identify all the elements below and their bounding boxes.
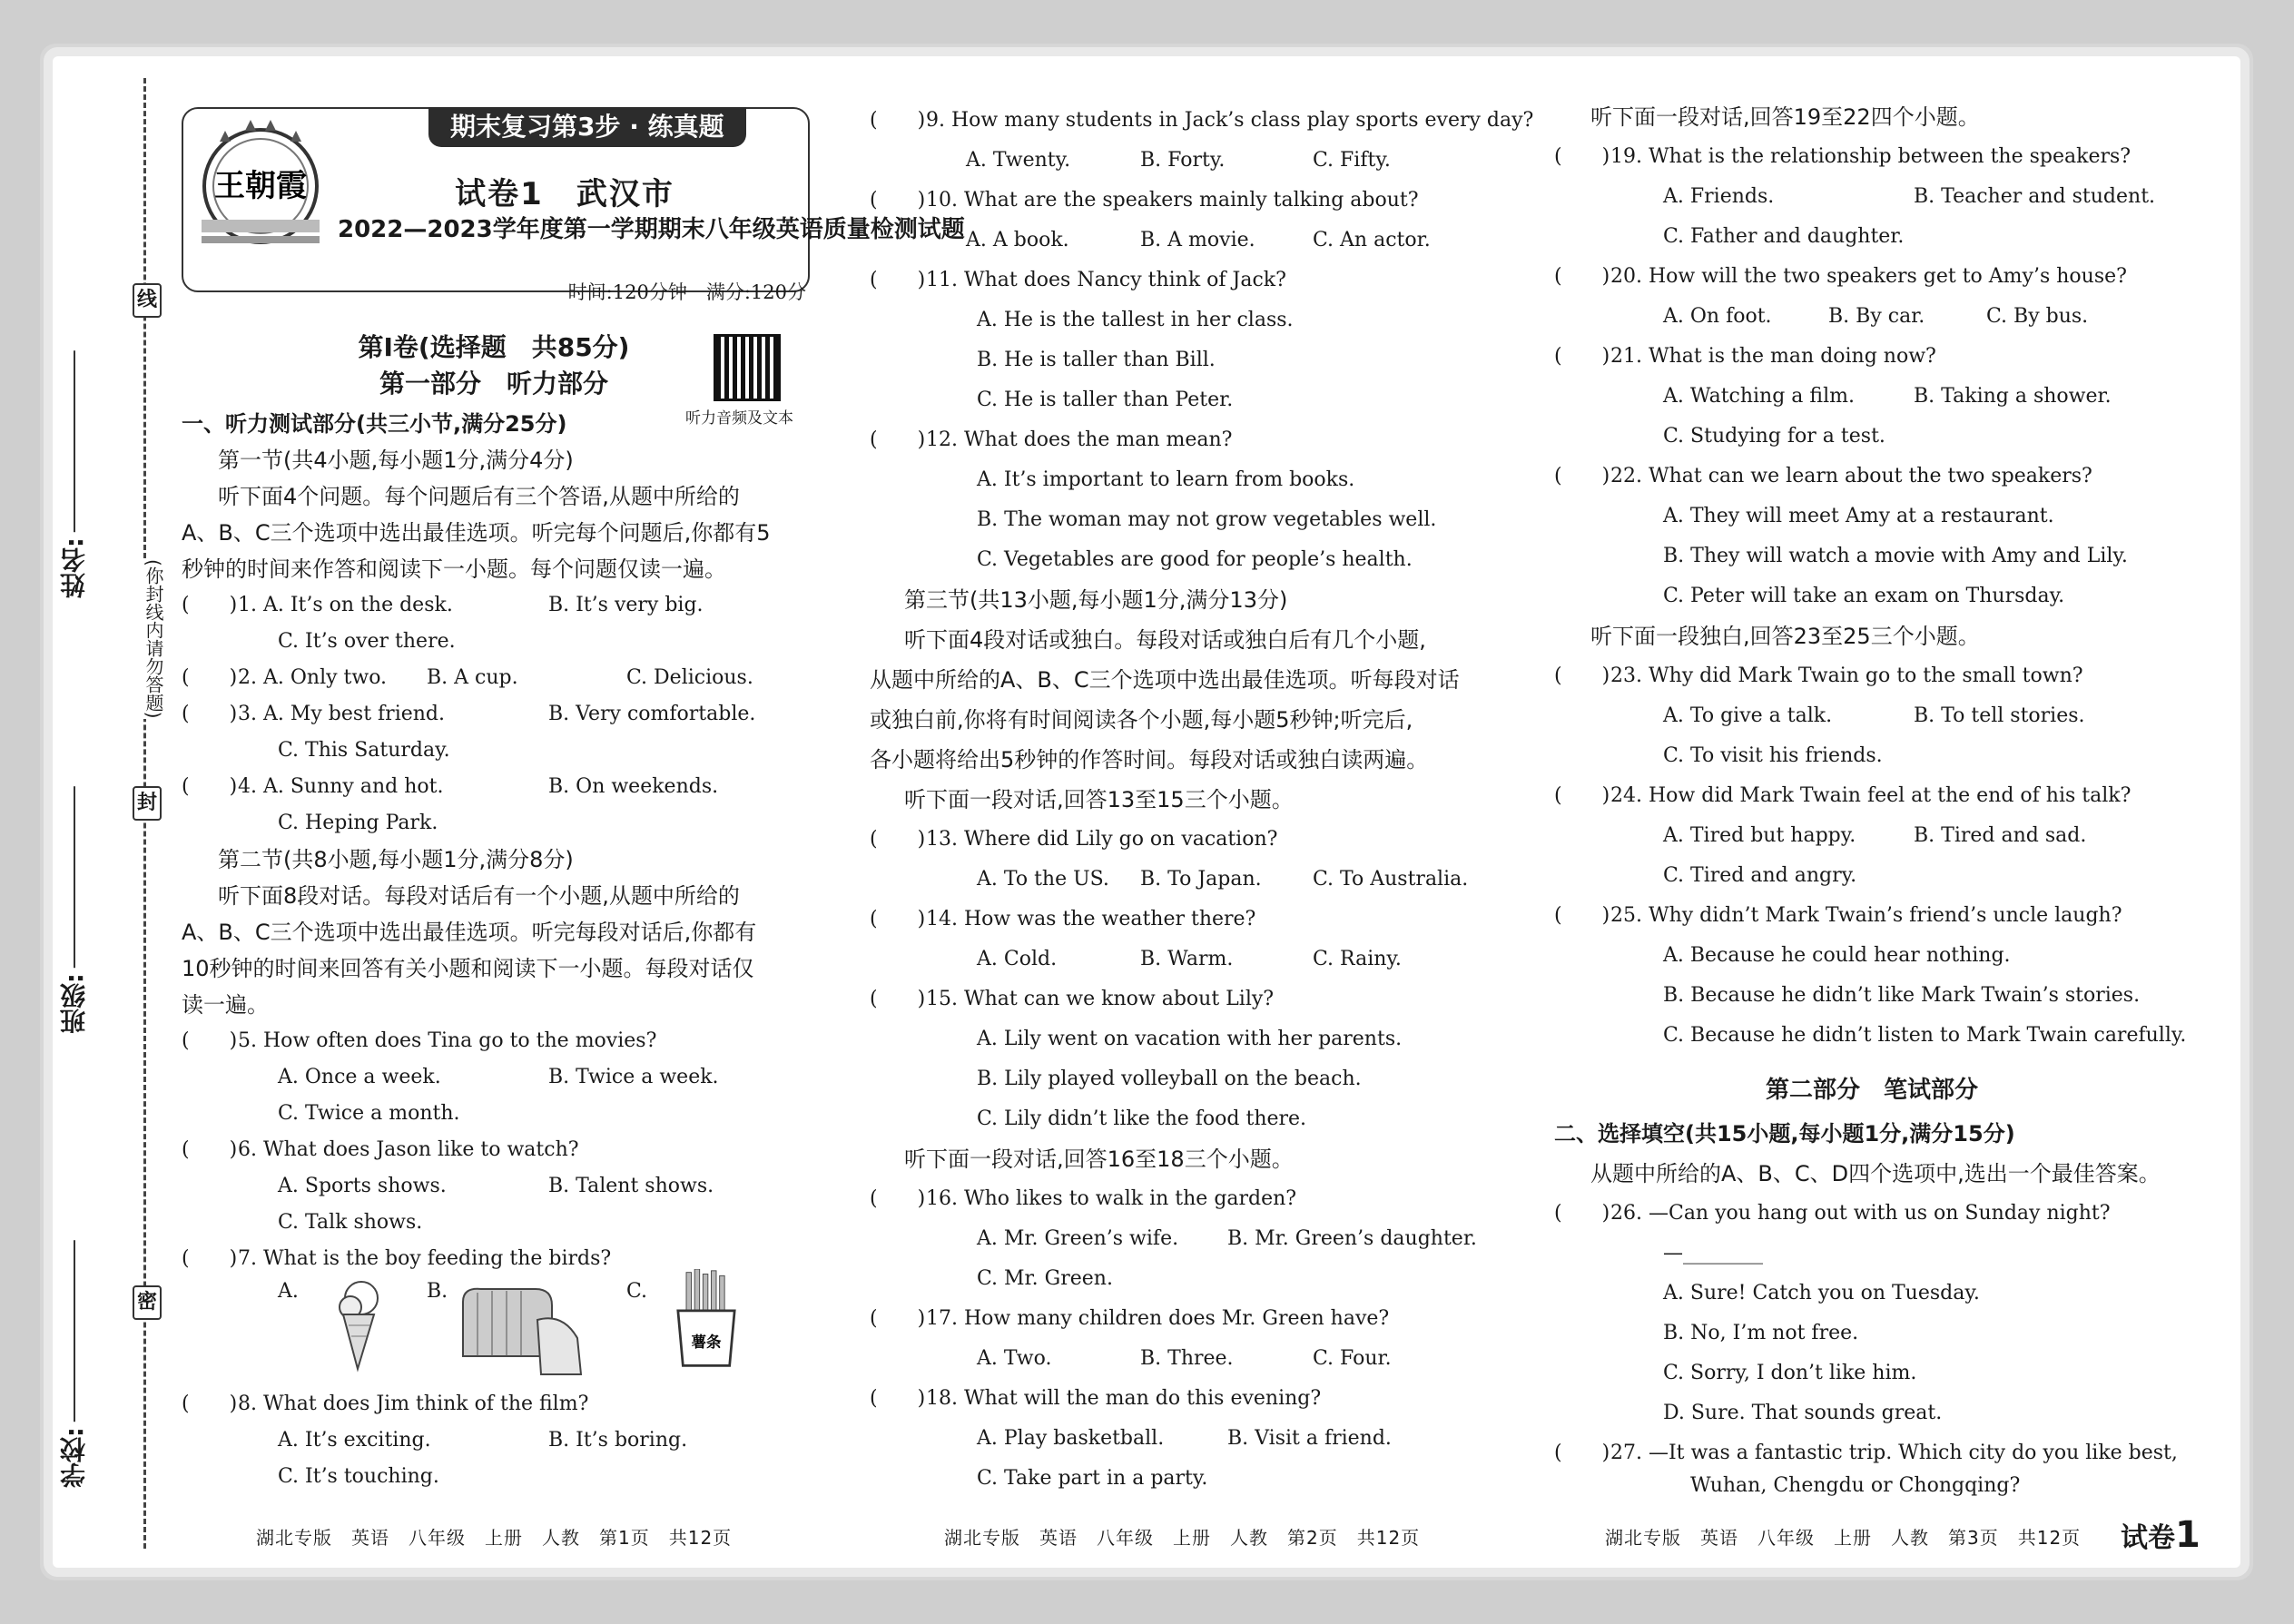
q18-option-c[interactable]: C. Take part in a party.: [977, 1467, 1208, 1490]
q7-option-b[interactable]: B.: [427, 1280, 448, 1303]
q2-option-b[interactable]: B. A cup.: [427, 666, 518, 689]
qr-caption: 听力音频及文本: [685, 409, 793, 428]
q17-option-c[interactable]: C. Four.: [1313, 1347, 1392, 1370]
school-label: 学校:: [59, 1427, 89, 1489]
sub1-instr-2: A、B、C三个选项中选出最佳选项。听完每个问题后,你都有5: [182, 520, 771, 546]
q18-option-b[interactable]: B. Visit a friend.: [1227, 1427, 1392, 1450]
q4-option-c[interactable]: C. Heping Park.: [278, 812, 438, 834]
q27-stem-continued: Wuhan, Chengdu or Chongqing?: [1690, 1474, 2021, 1497]
q26-reply: —________: [1663, 1242, 1763, 1265]
q3-option-c[interactable]: C. This Saturday.: [278, 739, 450, 762]
q23-option-a[interactable]: A. To give a talk.: [1663, 704, 1833, 727]
secret-label: 密: [133, 1285, 162, 1320]
q13-option-c[interactable]: C. To Australia.: [1313, 868, 1469, 891]
sub2-title: 第二节(共8小题,每小题1分,满分8分): [218, 847, 574, 872]
q25-option-b[interactable]: B. Because he didn’t like Mark Twain’s stories.: [1663, 984, 2141, 1007]
q7-option-a[interactable]: A.: [278, 1280, 299, 1303]
q25[interactable]: ( )25. Why didn’t Mark Twain’s friend’s uncle laugh?: [1554, 904, 2122, 927]
class-label: 班级:: [59, 973, 89, 1035]
q6-option-a[interactable]: A. Sports shows.: [278, 1175, 447, 1197]
sub3-instr-2: 从题中所给的A、B、C三个选项中选出最佳选项。听每段对话: [870, 667, 1460, 693]
qr-code-icon[interactable]: [714, 334, 781, 401]
q22-option-a[interactable]: A. They will meet Amy at a restaurant.: [1663, 505, 2054, 527]
school-field[interactable]: [56, 1240, 120, 1488]
mono-23-25: 听下面一段独白,回答23至25三个小题。: [1590, 624, 1980, 649]
dialog-13-15: 听下面一段对话,回答13至15三个小题。: [904, 787, 1294, 812]
publisher-logo: [192, 118, 329, 254]
section2-instr: 从题中所给的A、B、C、D四个选项中,选出一个最佳答案。: [1590, 1161, 2161, 1186]
q6-option-b[interactable]: B. Talent shows.: [548, 1175, 714, 1197]
school-blank[interactable]: [74, 1240, 75, 1422]
time-score: 时间:120分钟 满分:120分: [567, 281, 806, 303]
q4[interactable]: ( )4. A. Sunny and hot.: [182, 775, 444, 798]
q16-option-c[interactable]: C. Mr. Green.: [977, 1267, 1113, 1290]
sub2-instr-2: A、B、C三个选项中选出最佳选项。听完每段对话后,你都有: [182, 920, 757, 945]
q13-option-a[interactable]: A. To the US.: [977, 868, 1109, 891]
q10[interactable]: ( )10. What are the speakers mainly talking about?: [870, 189, 1419, 212]
q24-option-a[interactable]: A. Tired but happy.: [1663, 824, 1856, 847]
seal-label: 封: [133, 786, 162, 821]
review-banner: 期末复习第3步 · 练真题: [428, 107, 746, 147]
q16-option-b[interactable]: B. Mr. Green’s daughter.: [1227, 1227, 1477, 1250]
q2[interactable]: ( )2. A. Only two.: [182, 666, 388, 689]
sub1-instr-3: 秒钟的时间来作答和阅读下一小题。每个问题仅读一遍。: [182, 556, 726, 582]
q14[interactable]: ( )14. How was the weather there?: [870, 908, 1256, 930]
q19[interactable]: ( )19. What is the relationship between the speakers?: [1554, 145, 2132, 168]
q23-option-c[interactable]: C. To visit his friends.: [1663, 744, 1883, 767]
class-blank[interactable]: [74, 786, 75, 968]
sub2-instr-4: 读一遍。: [182, 992, 269, 1018]
name-field[interactable]: [56, 350, 120, 598]
volume-title: 第Ⅰ卷(选择题 共85分): [358, 332, 630, 362]
q6[interactable]: ( )6. What does Jason like to watch?: [182, 1138, 579, 1161]
q11-option-c[interactable]: C. He is taller than Peter.: [977, 389, 1234, 411]
q10-option-b[interactable]: B. A movie.: [1140, 229, 1255, 251]
q18[interactable]: ( )18. What will the man do this evening?: [870, 1387, 1322, 1410]
q23[interactable]: ( )23. Why did Mark Twain go to the small town?: [1554, 664, 2083, 687]
q5[interactable]: ( )5. How often does Tina go to the movies?: [182, 1029, 657, 1052]
dialog-16-18: 听下面一段对话,回答16至18三个小题。: [904, 1147, 1294, 1172]
q10-option-c[interactable]: C. An actor.: [1313, 229, 1431, 251]
section1-title: 一、听力测试部分(共三小节,满分25分): [182, 411, 567, 437]
sub2-instr-3: 10秒钟的时间来回答有关小题和阅读下一小题。每段对话仅: [182, 956, 754, 981]
class-field[interactable]: [56, 786, 120, 1034]
q18-option-a[interactable]: A. Play basketball.: [977, 1427, 1165, 1450]
q3-option-b[interactable]: B. Very comfortable.: [548, 703, 756, 725]
q9-option-a[interactable]: A. Twenty.: [966, 149, 1071, 172]
sub2-instr-1: 听下面8段对话。每段对话后有一个小题,从题中所给的: [218, 883, 740, 909]
q9-option-b[interactable]: B. Forty.: [1140, 149, 1226, 172]
footer-page-3: 湖北专版 英语 八年级 上册 人教 第3页 共12页: [1605, 1527, 2082, 1549]
french-fries-icon: [652, 1269, 761, 1369]
q26-option-a[interactable]: A. Sure! Catch you on Tuesday.: [1663, 1282, 1980, 1304]
q23-option-b[interactable]: B. To tell stories.: [1914, 704, 2085, 727]
q12[interactable]: ( )12. What does the man mean?: [870, 428, 1233, 451]
q14-option-c[interactable]: C. Rainy.: [1313, 948, 1402, 970]
q24-option-c[interactable]: C. Tired and angry.: [1663, 864, 1857, 887]
q26-option-b[interactable]: B. No, I’m not free.: [1663, 1322, 1859, 1344]
q16-option-a[interactable]: A. Mr. Green’s wife.: [977, 1227, 1179, 1250]
footer-page-1: 湖北专版 英语 八年级 上册 人教 第1页 共12页: [256, 1527, 733, 1549]
q8-option-b[interactable]: B. It’s boring.: [548, 1429, 688, 1452]
sub3-instr-1: 听下面4段对话或独白。每段对话或独白后有几个小题,: [904, 627, 1426, 653]
part2-title: 第二部分 笔试部分: [1765, 1077, 1978, 1104]
q7-option-c[interactable]: C.: [626, 1280, 648, 1303]
q17[interactable]: ( )17. How many children does Mr. Green have?: [870, 1307, 1390, 1330]
q17-option-b[interactable]: B. Three.: [1140, 1347, 1234, 1370]
part1-title: 第一部分 听力部分: [379, 369, 608, 399]
sub3-instr-4: 各小题将给出5秒钟的作答时间。每段对话或独白读两遍。: [870, 747, 1429, 773]
q21-option-c[interactable]: C. Studying for a test.: [1663, 425, 1885, 448]
q15[interactable]: ( )15. What can we know about Lily?: [870, 988, 1275, 1010]
q3[interactable]: ( )3. A. My best friend.: [182, 703, 445, 725]
q17-option-a[interactable]: A. Two.: [977, 1347, 1052, 1370]
exam-subtitle: 2022—2023学年度第一学期期末八年级英语质量检测试题: [338, 216, 965, 243]
line-label: 线: [133, 283, 162, 318]
q9[interactable]: ( )9. How many students in Jack’s class play sports every day?: [870, 109, 1534, 132]
ice-cream-icon: [305, 1275, 414, 1374]
sub1-instr-1: 听下面4个问题。每个问题后有三个答语,从题中所给的: [218, 484, 740, 509]
paper-number-mark: [2121, 1514, 2200, 1556]
q12-option-b[interactable]: B. The woman may not grow vegetables well.: [977, 508, 1437, 531]
logo-text: 王朝霞: [214, 168, 307, 204]
q1-option-c[interactable]: C. It’s over there.: [278, 630, 456, 653]
q16[interactable]: ( )16. Who likes to walk in the garden?: [870, 1187, 1297, 1210]
q21[interactable]: ( )21. What is the man doing now?: [1554, 345, 1936, 368]
name-blank[interactable]: [74, 350, 75, 532]
q11-option-b[interactable]: B. He is taller than Bill.: [977, 349, 1216, 371]
q15-option-c[interactable]: C. Lily didn’t like the food there.: [977, 1107, 1307, 1130]
q5-option-b[interactable]: B. Twice a week.: [548, 1066, 719, 1088]
exam-header: [182, 107, 965, 292]
q1-option-b[interactable]: B. It’s very big.: [548, 594, 704, 616]
q14-option-a[interactable]: A. Cold.: [977, 948, 1058, 970]
q8-option-a[interactable]: A. It’s exciting.: [278, 1429, 431, 1452]
q15-option-b[interactable]: B. Lily played volleyball on the beach.: [977, 1068, 1362, 1090]
q26[interactable]: ( )26. —Can you hang out with us on Sunday night?: [1554, 1202, 2111, 1225]
q25-option-a[interactable]: A. Because he could hear nothing.: [1663, 944, 2011, 967]
q26-option-c[interactable]: C. Sorry, I don’t like him.: [1663, 1362, 1917, 1384]
q13-option-b[interactable]: B. To Japan.: [1140, 868, 1262, 891]
q14-option-b[interactable]: B. Warm.: [1140, 948, 1234, 970]
q20-option-c[interactable]: C. By bus.: [1986, 305, 2089, 328]
q21-option-a[interactable]: A. Watching a film.: [1663, 385, 1855, 408]
paper-mark-text: 试卷: [2121, 1522, 2175, 1554]
bread-icon: [454, 1284, 590, 1383]
dialog-19-22: 听下面一段对话,回答19至22四个小题。: [1590, 104, 1980, 130]
q1[interactable]: ( )1. A. It’s on the desk.: [182, 594, 453, 616]
q13[interactable]: ( )13. Where did Lily go on vacation?: [870, 828, 1278, 851]
q11-option-a[interactable]: A. He is the tallest in her class.: [977, 309, 1294, 331]
q19-option-a[interactable]: A. Friends.: [1663, 185, 1775, 208]
name-label: 姓名:: [59, 537, 89, 599]
q20-option-b[interactable]: B. By car.: [1828, 305, 1925, 328]
q25-option-c[interactable]: C. Because he didn’t listen to Mark Twain carefully.: [1663, 1024, 2187, 1047]
q26-option-d[interactable]: D. Sure. That sounds great.: [1663, 1402, 1943, 1424]
sub3-title: 第三节(共13小题,每小题1分,满分13分): [904, 587, 1288, 613]
q15-option-a[interactable]: A. Lily went on vacation with her parents.: [977, 1028, 1403, 1050]
sub1-title: 第一节(共4小题,每小题1分,满分4分): [218, 448, 574, 473]
q11[interactable]: ( )11. What does Nancy think of Jack?: [870, 269, 1286, 291]
q20-option-a[interactable]: A. On foot.: [1663, 305, 1772, 328]
binding-note: (你封线内请勿答题): [123, 559, 163, 719]
q5-option-c[interactable]: C. Twice a month.: [278, 1102, 460, 1125]
q8[interactable]: ( )8. What does Jim think of the film?: [182, 1393, 589, 1415]
fries-box-text: 薯条: [691, 1334, 722, 1352]
q9-option-c[interactable]: C. Fifty.: [1313, 149, 1391, 172]
q10-option-a[interactable]: A. A book.: [966, 229, 1069, 251]
q20[interactable]: ( )20. How will the two speakers get to Amy’s house?: [1554, 265, 2127, 288]
q22-option-c[interactable]: C. Peter will take an exam on Thursday.: [1663, 585, 2065, 607]
q22[interactable]: ( )22. What can we learn about the two speakers?: [1554, 465, 2092, 487]
q24-option-b[interactable]: B. Tired and sad.: [1914, 824, 2087, 847]
binding-strip: [56, 78, 174, 1549]
q24[interactable]: ( )24. How did Mark Twain feel at the end of his talk?: [1554, 784, 2132, 807]
q19-option-b[interactable]: B. Teacher and student.: [1914, 185, 2156, 208]
footer-page-2: 湖北专版 英语 八年级 上册 人教 第2页 共12页: [944, 1527, 1421, 1549]
paper-mark-number: 1: [2175, 1514, 2200, 1556]
q6-option-c[interactable]: C. Talk shows.: [278, 1211, 423, 1234]
q27[interactable]: ( )27. —It was a fantastic trip. Which city do you like best,: [1554, 1442, 2178, 1464]
q19-option-c[interactable]: C. Father and daughter.: [1663, 225, 1905, 248]
q7[interactable]: ( )7. What is the boy feeding the birds?: [182, 1247, 612, 1270]
q22-option-b[interactable]: B. They will watch a movie with Amy and Lily.: [1663, 545, 2128, 567]
q21-option-b[interactable]: B. Taking a shower.: [1914, 385, 2112, 408]
q12-option-a[interactable]: A. It’s important to learn from books.: [977, 468, 1355, 491]
q12-option-c[interactable]: C. Vegetables are good for people’s health.: [977, 548, 1413, 571]
exam-title: 试卷1 武汉市: [455, 176, 674, 212]
q8-option-c[interactable]: C. It’s touching.: [278, 1465, 439, 1488]
q5-option-a[interactable]: A. Once a week.: [278, 1066, 441, 1088]
section2-title: 二、选择填空(共15小题,每小题1分,满分15分): [1554, 1121, 2015, 1147]
q2-option-c[interactable]: C. Delicious.: [626, 666, 753, 689]
sub3-instr-3: 或独白前,你将有时间阅读各个小题,每小题5秒钟;听完后,: [870, 707, 1413, 733]
q4-option-b[interactable]: B. On weekends.: [548, 775, 719, 798]
